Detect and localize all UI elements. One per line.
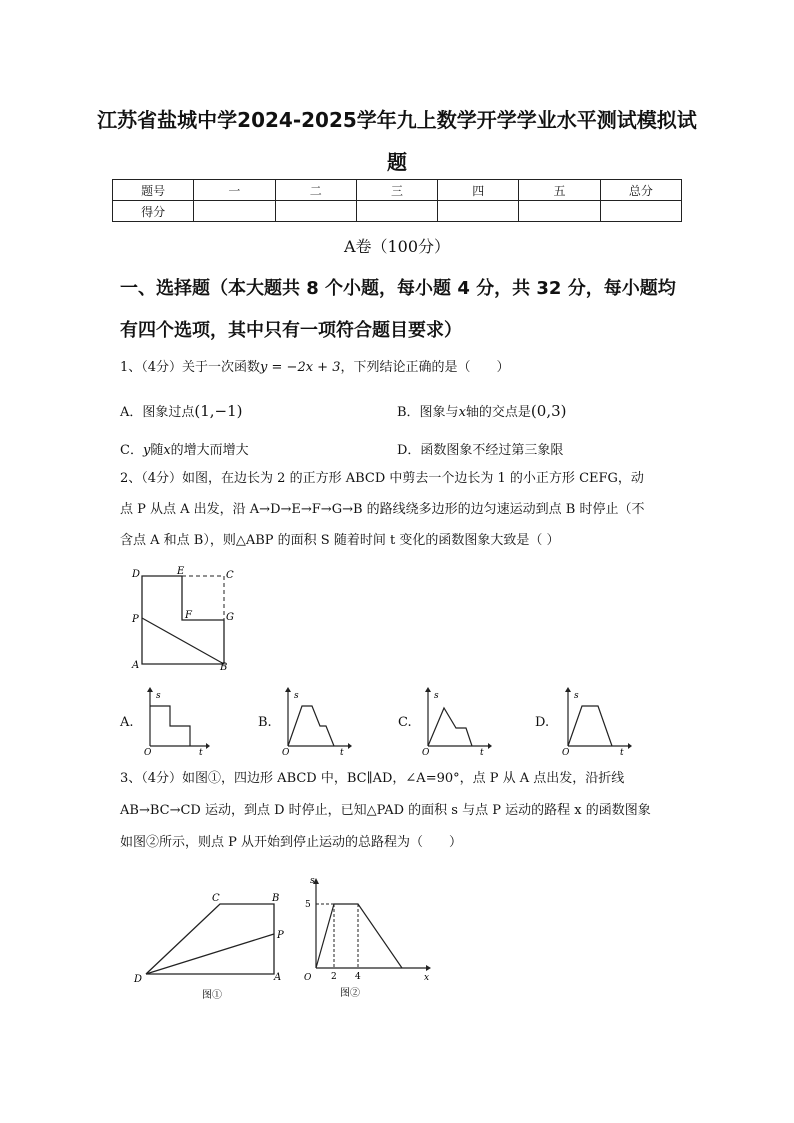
table-cell: 题号 — [113, 180, 194, 201]
question-3-line2: AB→BC→CD 运动，到点 D 时停止，已知△PAD 的面积 s 与点 P 运动的路程 x 的函数图象 — [120, 803, 651, 818]
axis-origin: O — [282, 748, 290, 756]
label-f: F — [185, 610, 192, 621]
table-cell: 三 — [356, 180, 437, 201]
label-b: B — [272, 893, 280, 904]
table-cell — [438, 201, 519, 222]
label-p: P — [132, 614, 139, 625]
q1-option-a — [120, 401, 243, 420]
q2-graph-a — [144, 686, 210, 756]
math-expression: (1,−1) — [194, 402, 243, 420]
option-text: 轴的交点是 — [465, 405, 531, 420]
q3-figure-2 — [300, 872, 440, 1004]
table-cell: 一 — [194, 180, 275, 201]
tick-2: 2 — [331, 972, 337, 982]
q1-option-c — [120, 439, 249, 458]
stem-text: 1、（4分）关于一次函数 — [120, 360, 261, 375]
math-expression: y = −2x + 3 — [260, 360, 341, 375]
option-text: B．图象与 — [397, 405, 459, 420]
table-cell — [275, 201, 356, 222]
axis-t: t — [199, 748, 203, 756]
table-cell — [519, 201, 600, 222]
table-cell: 五 — [519, 180, 600, 201]
page-title-cont: 题 — [387, 150, 407, 174]
table-row — [113, 180, 682, 201]
section-heading-cont: 有四个选项，其中只有一项符合题目要求） — [120, 320, 462, 341]
tick-5: 5 — [305, 900, 311, 910]
question-2-line3: 含点 A 和点 B），则△ABP 的面积 S 随着时间 t 变化的函数图象大致是（ ） — [120, 533, 560, 548]
label-p: P — [277, 930, 284, 941]
q2-graph-d — [562, 686, 632, 756]
question-3-line1: 3、（4分）如图①，四边形 ABCD 中，BC∥AD，∠A=90°，点 P 从 A 点出发，沿折线 — [120, 771, 625, 786]
math-variable: x — [458, 405, 466, 420]
math-expression: (0,3) — [530, 402, 567, 420]
page-title: 江苏省盐城中学2024-2025学年九上数学开学学业水平测试模拟试 — [97, 108, 697, 132]
label-e: E — [177, 566, 185, 577]
q2-graph-c — [422, 686, 492, 756]
math-variable: y — [142, 443, 151, 458]
axis-s: s — [574, 691, 579, 701]
q1-option-d: D．函数图象不经过第三象限 — [397, 443, 564, 458]
q2-option-c-label: C. — [398, 715, 412, 730]
question-1-stem — [120, 359, 510, 377]
q2-option-b-label: B. — [258, 715, 272, 730]
axis-s: s — [434, 691, 439, 701]
label-c: C — [226, 570, 234, 581]
label-d: D — [132, 569, 141, 580]
axis-origin: O — [144, 748, 152, 756]
axis-s: s — [156, 691, 161, 701]
label-b: B — [220, 662, 228, 673]
option-text: A．图象过点 — [120, 405, 195, 420]
figure-caption: 图① — [202, 990, 222, 1001]
option-text: 随 — [150, 443, 164, 458]
axis-s: s — [310, 876, 315, 886]
q3-figure-1 — [128, 888, 300, 1006]
q2-option-a-label: A. — [120, 715, 134, 730]
score-table — [112, 179, 682, 222]
table-cell: 四 — [438, 180, 519, 201]
option-text: C． — [120, 443, 143, 458]
table-cell: 二 — [275, 180, 356, 201]
table-cell — [356, 201, 437, 222]
table-cell — [600, 201, 681, 222]
label-a: A — [274, 972, 282, 983]
figure-caption: 图② — [340, 988, 360, 999]
stem-text: ，下列结论正确的是（ ） — [340, 360, 510, 375]
volume-heading: A卷（100分） — [343, 237, 451, 256]
label-g: G — [226, 612, 234, 623]
table-cell — [194, 201, 275, 222]
table-row — [113, 201, 682, 222]
q2-square-figure — [126, 562, 246, 674]
axis-origin: O — [304, 973, 312, 983]
question-3-line3: 如图②所示，则点 P 从开始到停止运动的总路程为（ ） — [120, 835, 463, 850]
axis-t: t — [620, 748, 624, 756]
tick-4: 4 — [355, 972, 361, 982]
axis-t: t — [480, 748, 484, 756]
label-c: C — [212, 893, 220, 904]
axis-origin: O — [422, 748, 430, 756]
axis-t: t — [340, 748, 344, 756]
section-heading: 一、选择题（本大题共 8 个小题，每小题 4 分，共 32 分，每小题均 — [120, 278, 676, 299]
label-d: D — [134, 974, 143, 985]
label-a: A — [132, 660, 140, 671]
q1-option-b — [397, 401, 566, 420]
table-cell: 得分 — [113, 201, 194, 222]
option-text: 的增大而增大 — [170, 443, 249, 458]
question-2-line1: 2、（4分）如图，在边长为 2 的正方形 ABCD 中剪去一个边长为 1 的小正方形 CEFG，动 — [120, 471, 644, 486]
q2-graph-b — [282, 686, 352, 756]
table-cell: 总分 — [600, 180, 681, 201]
axis-origin: O — [562, 748, 570, 756]
math-variable: x — [163, 443, 171, 458]
axis-x: x — [424, 973, 430, 983]
axis-s: s — [294, 691, 299, 701]
question-2-line2: 点 P 从点 A 出发，沿 A→D→E→F→G→B 的路线绕多边形的边匀速运动到点 B 时停止（不 — [120, 502, 645, 517]
q2-option-d-label: D. — [535, 715, 550, 730]
